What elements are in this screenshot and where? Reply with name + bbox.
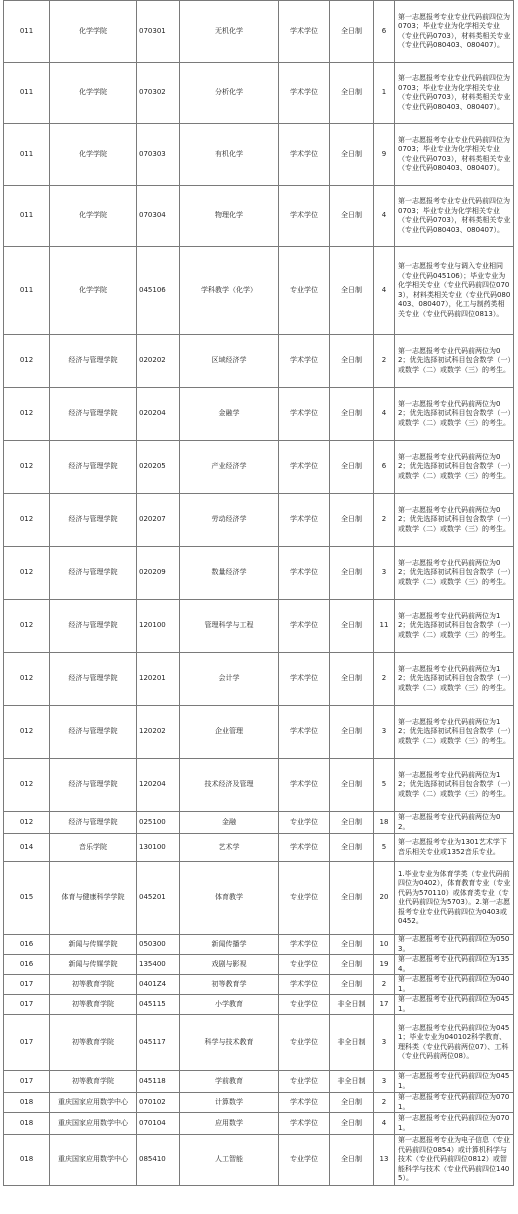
degree-type-cell: 学术学位 (279, 834, 330, 862)
study-mode-cell: 全日制 (330, 441, 374, 494)
unit-code-cell: 015 (4, 862, 50, 935)
unit-name-cell: 经济与管理学院 (50, 335, 137, 388)
unit-code-cell: 012 (4, 812, 50, 834)
unit-code-cell: 018 (4, 1135, 50, 1186)
requirement-note-cell: 第一志愿报考专业代码前四位为0451；毕业专业为040102科学教育、理科类（专业代码前两位07）、工科（专业代码前两位08）。 (395, 1015, 514, 1071)
degree-type-cell: 学术学位 (279, 600, 330, 653)
table-row (4, 862, 514, 935)
major-name-cell: 技术经济及管理 (180, 759, 279, 812)
major-name-cell: 管理科学与工程 (180, 600, 279, 653)
quota-cell: 17 (374, 995, 395, 1015)
major-code-cell: 020207 (137, 494, 180, 547)
study-mode-cell: 全日制 (330, 834, 374, 862)
major-name-cell: 新闻传播学 (180, 935, 279, 955)
degree-type-cell: 专业学位 (279, 995, 330, 1015)
major-name-cell: 体育教学 (180, 862, 279, 935)
unit-code-cell: 011 (4, 124, 50, 186)
unit-name-cell: 体育与健康科学学院 (50, 862, 137, 935)
table-row (4, 1071, 514, 1093)
unit-name-cell: 重庆国家应用数学中心 (50, 1113, 137, 1135)
major-code-cell: 045118 (137, 1071, 180, 1093)
quota-cell: 20 (374, 862, 395, 935)
major-code-cell: 070104 (137, 1113, 180, 1135)
quota-cell: 2 (374, 1093, 395, 1113)
unit-name-cell: 经济与管理学院 (50, 441, 137, 494)
major-name-cell: 物理化学 (180, 186, 279, 247)
unit-code-cell: 011 (4, 247, 50, 335)
requirement-note-cell: 第一志愿报考专业代码前两位为12；优先选择初试科目包含数学（一）或数学（二）或数学（三）的考生。 (395, 653, 514, 706)
quota-cell: 6 (374, 441, 395, 494)
major-name-cell: 金融 (180, 812, 279, 834)
unit-code-cell: 011 (4, 63, 50, 124)
table-row (4, 247, 514, 335)
major-code-cell: 120204 (137, 759, 180, 812)
degree-type-cell: 学术学位 (279, 388, 330, 441)
unit-name-cell: 重庆国家应用数学中心 (50, 1135, 137, 1186)
quota-cell: 2 (374, 335, 395, 388)
unit-name-cell: 新闻与传媒学院 (50, 955, 137, 975)
unit-code-cell: 012 (4, 653, 50, 706)
requirement-note-cell: 第一志愿报考专业代码前四位为0701。 (395, 1113, 514, 1135)
study-mode-cell: 全日制 (330, 1093, 374, 1113)
quota-cell: 2 (374, 653, 395, 706)
unit-name-cell: 经济与管理学院 (50, 547, 137, 600)
study-mode-cell: 全日制 (330, 547, 374, 600)
study-mode-cell: 全日制 (330, 706, 374, 759)
unit-name-cell: 初等教育学院 (50, 1071, 137, 1093)
study-mode-cell: 全日制 (330, 935, 374, 955)
unit-code-cell: 012 (4, 494, 50, 547)
study-mode-cell: 全日制 (330, 124, 374, 186)
requirement-note-cell: 第一志愿报考专业专业代码前四位为0703；毕业专业为化学相关专业（专业代码0703），材料类相关专业（专业代码080403、080407）。 (395, 186, 514, 247)
unit-code-cell: 012 (4, 441, 50, 494)
degree-type-cell: 专业学位 (279, 1071, 330, 1093)
quota-cell: 3 (374, 1071, 395, 1093)
major-name-cell: 小学教育 (180, 995, 279, 1015)
study-mode-cell: 非全日制 (330, 1071, 374, 1093)
major-name-cell: 数量经济学 (180, 547, 279, 600)
unit-code-cell: 016 (4, 935, 50, 955)
major-name-cell: 分析化学 (180, 63, 279, 124)
table-row (4, 812, 514, 834)
major-name-cell: 初等教育学 (180, 975, 279, 995)
quota-cell: 3 (374, 706, 395, 759)
quota-cell: 4 (374, 1113, 395, 1135)
major-code-cell: 045106 (137, 247, 180, 335)
quota-cell: 4 (374, 186, 395, 247)
unit-name-cell: 经济与管理学院 (50, 494, 137, 547)
major-code-cell: 020202 (137, 335, 180, 388)
major-name-cell: 会计学 (180, 653, 279, 706)
major-name-cell: 产业经济学 (180, 441, 279, 494)
degree-type-cell: 学术学位 (279, 1, 330, 63)
study-mode-cell: 全日制 (330, 247, 374, 335)
unit-code-cell: 017 (4, 975, 50, 995)
major-code-cell: 070303 (137, 124, 180, 186)
unit-name-cell: 经济与管理学院 (50, 600, 137, 653)
requirement-note-cell: 第一志愿报考专业为1301艺术学下音乐相关专业或1352音乐专业。 (395, 834, 514, 862)
study-mode-cell: 全日制 (330, 975, 374, 995)
major-code-cell: 070304 (137, 186, 180, 247)
degree-type-cell: 学术学位 (279, 935, 330, 955)
major-code-cell: 120201 (137, 653, 180, 706)
degree-type-cell: 学术学位 (279, 441, 330, 494)
table-row (4, 335, 514, 388)
major-code-cell: 120202 (137, 706, 180, 759)
requirement-note-cell: 第一志愿报考专业与调入专业相同（专业代码045106）；毕业专业为化学相关专业（专业代码前四位0703），材料类相关专业（专业代码080403、080407），化工与制药类相关专业（专业代码前四位0813）。 (395, 247, 514, 335)
requirement-note-cell: 第一志愿报考专业代码前两位为02。 (395, 812, 514, 834)
unit-name-cell: 化学学院 (50, 63, 137, 124)
degree-type-cell: 学术学位 (279, 124, 330, 186)
requirement-note-cell: 第一志愿报考专业专业代码前四位为0703；毕业专业为化学相关专业（专业代码0703），材料类相关专业（专业代码080403、080407）。 (395, 1, 514, 63)
quota-cell: 3 (374, 1015, 395, 1071)
table-row (4, 759, 514, 812)
unit-code-cell: 017 (4, 1071, 50, 1093)
table-row (4, 995, 514, 1015)
major-name-cell: 戏剧与影视 (180, 955, 279, 975)
major-name-cell: 区域经济学 (180, 335, 279, 388)
study-mode-cell: 全日制 (330, 862, 374, 935)
unit-code-cell: 018 (4, 1113, 50, 1135)
requirement-note-cell: 第一志愿报考专业代码前四位为0503。 (395, 935, 514, 955)
requirement-note-cell: 第一志愿报考专业代码前四位为1354。 (395, 955, 514, 975)
degree-type-cell: 学术学位 (279, 335, 330, 388)
unit-code-cell: 012 (4, 547, 50, 600)
study-mode-cell: 非全日制 (330, 1015, 374, 1071)
requirement-note-cell: 第一志愿报考专业专业代码前四位为0703；毕业专业为化学相关专业（专业代码0703），材料类相关专业（专业代码080403、080407）。 (395, 63, 514, 124)
table-row (4, 1015, 514, 1071)
table-row (4, 1, 514, 63)
unit-code-cell: 017 (4, 995, 50, 1015)
requirement-note-cell: 第一志愿报考专业代码前两位为02；优先选择初试科目包含数学（一）或数学（二）或数学（三）的考生。 (395, 388, 514, 441)
table-row (4, 124, 514, 186)
unit-code-cell: 012 (4, 335, 50, 388)
study-mode-cell: 全日制 (330, 494, 374, 547)
table-row (4, 653, 514, 706)
study-mode-cell: 全日制 (330, 653, 374, 706)
major-code-cell: 020204 (137, 388, 180, 441)
quota-cell: 2 (374, 975, 395, 995)
degree-type-cell: 专业学位 (279, 955, 330, 975)
major-code-cell: 045115 (137, 995, 180, 1015)
admission-table (3, 0, 514, 1186)
degree-type-cell: 学术学位 (279, 706, 330, 759)
quota-cell: 3 (374, 547, 395, 600)
major-code-cell: 050300 (137, 935, 180, 955)
unit-name-cell: 经济与管理学院 (50, 653, 137, 706)
unit-name-cell: 经济与管理学院 (50, 812, 137, 834)
study-mode-cell: 全日制 (330, 1, 374, 63)
requirement-note-cell: 第一志愿报考专业代码前四位为0701。 (395, 1093, 514, 1113)
major-name-cell: 人工智能 (180, 1135, 279, 1186)
major-name-cell: 劳动经济学 (180, 494, 279, 547)
major-code-cell: 045201 (137, 862, 180, 935)
table-row (4, 547, 514, 600)
requirement-note-cell: 第一志愿报考专业代码前四位为0451。 (395, 1071, 514, 1093)
table-body (4, 1, 514, 1186)
major-code-cell: 120100 (137, 600, 180, 653)
requirement-note-cell: 第一志愿报考专业为电子信息（专业代码前四位0854）或计算机科学与技术（专业代码前四位0812）或智能科学与技术（专业代码前四位1405）。 (395, 1135, 514, 1186)
major-code-cell: 070102 (137, 1093, 180, 1113)
major-code-cell: 135400 (137, 955, 180, 975)
unit-name-cell: 重庆国家应用数学中心 (50, 1093, 137, 1113)
unit-code-cell: 012 (4, 600, 50, 653)
major-code-cell: 130100 (137, 834, 180, 862)
major-code-cell: 020209 (137, 547, 180, 600)
unit-name-cell: 化学学院 (50, 124, 137, 186)
table-row (4, 1093, 514, 1113)
unit-name-cell: 化学学院 (50, 186, 137, 247)
requirement-note-cell: 第一志愿报考专业代码前两位为12；优先选择初试科目包含数学（一）或数学（二）或数学（三）的考生。 (395, 706, 514, 759)
unit-name-cell: 初等教育学院 (50, 995, 137, 1015)
study-mode-cell: 全日制 (330, 186, 374, 247)
major-code-cell: 025100 (137, 812, 180, 834)
requirement-note-cell: 1.毕业专业为体育学类（专业代码前四位为0402），体育教育专业（专业代码为570110）或体育类专业（专业代码前四位为5703）。2.第一志愿报考专业专业代码前四位为0403或0452。 (395, 862, 514, 935)
quota-cell: 11 (374, 600, 395, 653)
table-row (4, 935, 514, 955)
degree-type-cell: 学术学位 (279, 759, 330, 812)
major-name-cell: 科学与技术教育 (180, 1015, 279, 1071)
requirement-note-cell: 第一志愿报考专业代码前两位为02；优先选择初试科目包含数学（一）或数学（二）或数学（三）的考生。 (395, 441, 514, 494)
degree-type-cell: 学术学位 (279, 547, 330, 600)
major-name-cell: 艺术学 (180, 834, 279, 862)
table-row (4, 834, 514, 862)
quota-cell: 5 (374, 834, 395, 862)
degree-type-cell: 学术学位 (279, 494, 330, 547)
degree-type-cell: 专业学位 (279, 862, 330, 935)
table-row (4, 441, 514, 494)
requirement-note-cell: 第一志愿报考专业专业代码前四位为0703；毕业专业为化学相关专业（专业代码0703），材料类相关专业（专业代码080403、080407）。 (395, 124, 514, 186)
unit-code-cell: 012 (4, 759, 50, 812)
major-code-cell: 085410 (137, 1135, 180, 1186)
unit-code-cell: 011 (4, 1, 50, 63)
major-name-cell: 学前教育 (180, 1071, 279, 1093)
study-mode-cell: 全日制 (330, 63, 374, 124)
degree-type-cell: 专业学位 (279, 812, 330, 834)
major-code-cell: 020205 (137, 441, 180, 494)
unit-code-cell: 011 (4, 186, 50, 247)
table-row (4, 1135, 514, 1186)
unit-code-cell: 018 (4, 1093, 50, 1113)
major-name-cell: 企业管理 (180, 706, 279, 759)
requirement-note-cell: 第一志愿报考专业代码前两位为02；优先选择初试科目包含数学（一）或数学（二）或数学（三）的考生。 (395, 547, 514, 600)
quota-cell: 6 (374, 1, 395, 63)
unit-name-cell: 初等教育学院 (50, 1015, 137, 1071)
quota-cell: 5 (374, 759, 395, 812)
table-row (4, 388, 514, 441)
table-row (4, 706, 514, 759)
table-row (4, 494, 514, 547)
unit-name-cell: 初等教育学院 (50, 975, 137, 995)
study-mode-cell: 全日制 (330, 812, 374, 834)
major-name-cell: 计算数学 (180, 1093, 279, 1113)
degree-type-cell: 学术学位 (279, 653, 330, 706)
unit-name-cell: 音乐学院 (50, 834, 137, 862)
unit-name-cell: 经济与管理学院 (50, 706, 137, 759)
requirement-note-cell: 第一志愿报考专业代码前两位为12；优先选择初试科目包含数学（一）或数学（二）或数学（三）的考生。 (395, 600, 514, 653)
study-mode-cell: 非全日制 (330, 995, 374, 1015)
study-mode-cell: 全日制 (330, 600, 374, 653)
quota-cell: 2 (374, 494, 395, 547)
unit-name-cell: 化学学院 (50, 1, 137, 63)
degree-type-cell: 学术学位 (279, 1093, 330, 1113)
study-mode-cell: 全日制 (330, 955, 374, 975)
quota-cell: 4 (374, 247, 395, 335)
table-row (4, 1113, 514, 1135)
table-row (4, 975, 514, 995)
unit-code-cell: 012 (4, 388, 50, 441)
quota-cell: 10 (374, 935, 395, 955)
major-name-cell: 应用数学 (180, 1113, 279, 1135)
table-row (4, 63, 514, 124)
major-code-cell: 0401Z4 (137, 975, 180, 995)
study-mode-cell: 全日制 (330, 759, 374, 812)
major-name-cell: 学科教学（化学） (180, 247, 279, 335)
requirement-note-cell: 第一志愿报考专业代码前四位为0401。 (395, 975, 514, 995)
degree-type-cell: 学术学位 (279, 975, 330, 995)
study-mode-cell: 全日制 (330, 1135, 374, 1186)
quota-cell: 13 (374, 1135, 395, 1186)
degree-type-cell: 学术学位 (279, 186, 330, 247)
major-name-cell: 有机化学 (180, 124, 279, 186)
major-name-cell: 金融学 (180, 388, 279, 441)
table-row (4, 600, 514, 653)
requirement-note-cell: 第一志愿报考专业代码前两位为12；优先选择初试科目包含数学（一）或数学（二）或数学（三）的考生。 (395, 759, 514, 812)
study-mode-cell: 全日制 (330, 335, 374, 388)
unit-code-cell: 017 (4, 1015, 50, 1071)
major-name-cell: 无机化学 (180, 1, 279, 63)
unit-name-cell: 新闻与传媒学院 (50, 935, 137, 955)
degree-type-cell: 学术学位 (279, 1113, 330, 1135)
requirement-note-cell: 第一志愿报考专业代码前两位为02；优先选择初试科目包含数学（一）或数学（二）或数学（三）的考生。 (395, 335, 514, 388)
degree-type-cell: 专业学位 (279, 1135, 330, 1186)
unit-name-cell: 化学学院 (50, 247, 137, 335)
study-mode-cell: 全日制 (330, 1113, 374, 1135)
requirement-note-cell: 第一志愿报考专业代码前四位为0451。 (395, 995, 514, 1015)
degree-type-cell: 专业学位 (279, 1015, 330, 1071)
unit-name-cell: 经济与管理学院 (50, 759, 137, 812)
unit-code-cell: 016 (4, 955, 50, 975)
requirement-note-cell: 第一志愿报考专业代码前两位为02；优先选择初试科目包含数学（一）或数学（二）或数学（三）的考生。 (395, 494, 514, 547)
quota-cell: 1 (374, 63, 395, 124)
study-mode-cell: 全日制 (330, 388, 374, 441)
degree-type-cell: 学术学位 (279, 63, 330, 124)
quota-cell: 4 (374, 388, 395, 441)
major-code-cell: 070302 (137, 63, 180, 124)
quota-cell: 18 (374, 812, 395, 834)
unit-code-cell: 014 (4, 834, 50, 862)
unit-name-cell: 经济与管理学院 (50, 388, 137, 441)
table-row (4, 186, 514, 247)
major-code-cell: 070301 (137, 1, 180, 63)
quota-cell: 9 (374, 124, 395, 186)
major-code-cell: 045117 (137, 1015, 180, 1071)
unit-code-cell: 012 (4, 706, 50, 759)
table-row (4, 955, 514, 975)
degree-type-cell: 专业学位 (279, 247, 330, 335)
quota-cell: 19 (374, 955, 395, 975)
